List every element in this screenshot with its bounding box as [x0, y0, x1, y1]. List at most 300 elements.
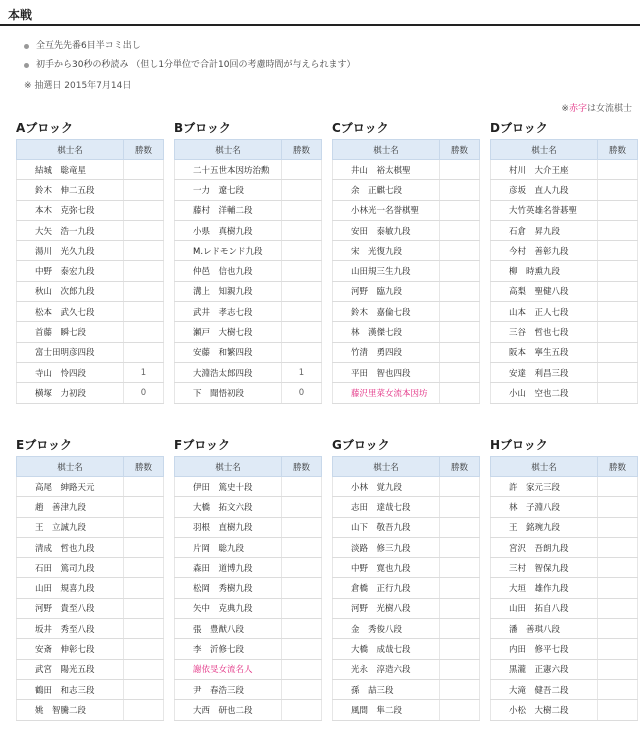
table-row — [491, 598, 638, 618]
block-a — [16, 119, 163, 404]
table-header-row — [175, 140, 322, 160]
table-row — [17, 477, 164, 497]
player-name: 溝上 知親九段 — [175, 281, 282, 301]
player-name: 大竹英雄名誉碁聖 — [491, 200, 598, 220]
player-wins — [124, 200, 164, 220]
table-row — [333, 322, 480, 342]
player-name: 小松 大樹二段 — [491, 700, 598, 720]
player-name: 謝依旻女流名人 — [175, 659, 282, 679]
player-wins — [440, 537, 480, 557]
player-name: 鈴木 嘉倫七段 — [333, 302, 440, 322]
table-row — [17, 639, 164, 659]
player-name: 横塚 力初段 — [17, 383, 124, 403]
player-name: 王 銘琬九段 — [491, 517, 598, 537]
table-row — [175, 241, 322, 261]
player-wins — [282, 700, 322, 720]
rule-text: 全互先先番6目半コミ出し — [36, 41, 141, 51]
table-row — [333, 598, 480, 618]
table-row — [17, 281, 164, 301]
player-wins — [598, 200, 638, 220]
player-name: 中野 寛也九段 — [333, 558, 440, 578]
header-wins: 勝数 — [440, 457, 480, 477]
table-row — [17, 322, 164, 342]
player-name: 下 聞悟初段 — [175, 383, 282, 403]
table-row — [491, 497, 638, 517]
header-wins: 勝数 — [598, 140, 638, 160]
player-name: 藤村 洋輔二段 — [175, 200, 282, 220]
legend-red-text: 赤字 — [568, 104, 587, 114]
player-wins — [440, 302, 480, 322]
player-name: 矢中 克典九段 — [175, 598, 282, 618]
player-wins — [124, 160, 164, 180]
player-wins — [598, 639, 638, 659]
table-row — [333, 241, 480, 261]
player-name: 許 家元三段 — [491, 477, 598, 497]
player-name: 高尾 紳路天元 — [17, 477, 124, 497]
player-wins — [440, 679, 480, 699]
player-name: 安達 利昌三段 — [491, 362, 598, 382]
table-row — [175, 558, 322, 578]
player-wins: 1 — [124, 362, 164, 382]
player-wins — [282, 302, 322, 322]
table-header-row — [333, 140, 480, 160]
player-wins — [124, 700, 164, 720]
header-name: 棋士名 — [333, 457, 440, 477]
player-wins — [124, 220, 164, 240]
player-wins — [440, 558, 480, 578]
table-header-row — [491, 457, 638, 477]
table-row — [175, 261, 322, 281]
player-wins — [440, 659, 480, 679]
table-row — [17, 160, 164, 180]
player-wins — [440, 180, 480, 200]
table-row — [491, 679, 638, 699]
table-row — [491, 302, 638, 322]
player-wins — [598, 558, 638, 578]
player-wins — [124, 537, 164, 557]
player-wins — [440, 517, 480, 537]
player-name: 秋山 次郎九段 — [17, 281, 124, 301]
player-wins — [598, 180, 638, 200]
header-wins: 勝数 — [282, 140, 322, 160]
player-name: 河野 貴至八段 — [17, 598, 124, 618]
player-wins — [598, 160, 638, 180]
header-wins: 勝数 — [282, 457, 322, 477]
table-row — [333, 619, 480, 639]
table-row — [333, 160, 480, 180]
player-name: 宋 光復九段 — [333, 241, 440, 261]
player-name: 坂井 秀至八段 — [17, 619, 124, 639]
table-row — [17, 497, 164, 517]
table-row — [333, 477, 480, 497]
block-c — [332, 119, 479, 404]
player-name: 阪本 寧生五段 — [491, 342, 598, 362]
player-wins — [440, 578, 480, 598]
player-name: 林 子淵八段 — [491, 497, 598, 517]
player-name: 余 正麒七段 — [333, 180, 440, 200]
table-row — [333, 497, 480, 517]
table-row — [17, 679, 164, 699]
player-name: 趙 善津九段 — [17, 497, 124, 517]
block-table — [332, 456, 480, 721]
player-name: 小山 空也二段 — [491, 383, 598, 403]
player-name: 倉橋 正行九段 — [333, 578, 440, 598]
player-name: 竹清 勇四段 — [333, 342, 440, 362]
player-wins — [440, 220, 480, 240]
player-name: 彦坂 直人九段 — [491, 180, 598, 200]
block-d — [490, 119, 637, 404]
table-row — [17, 700, 164, 720]
table-header-row — [175, 457, 322, 477]
player-wins — [598, 598, 638, 618]
table-row — [491, 558, 638, 578]
player-wins — [440, 639, 480, 659]
player-wins — [282, 241, 322, 261]
player-wins — [282, 322, 322, 342]
header-wins: 勝数 — [440, 140, 480, 160]
player-wins — [124, 679, 164, 699]
table-row — [17, 180, 164, 200]
player-name: 結城 聡竜星 — [17, 160, 124, 180]
player-wins — [440, 383, 480, 403]
player-name: 藤沢里菜女流本因坊 — [333, 383, 440, 403]
player-name: 大滝 健吾二段 — [491, 679, 598, 699]
table-row — [175, 639, 322, 659]
player-name: 湯川 光久九段 — [17, 241, 124, 261]
table-row — [491, 639, 638, 659]
table-row — [491, 659, 638, 679]
table-row — [333, 639, 480, 659]
player-wins — [282, 200, 322, 220]
player-name: 武井 孝志七段 — [175, 302, 282, 322]
player-name: 安藤 和繁四段 — [175, 342, 282, 362]
player-name: 村川 大介王座 — [491, 160, 598, 180]
player-name: 王 立誠九段 — [17, 517, 124, 537]
block-g — [332, 436, 479, 721]
table-row — [175, 598, 322, 618]
player-name: 李 沂修七段 — [175, 639, 282, 659]
header-name: 棋士名 — [491, 457, 598, 477]
player-name: 宮沢 吾朗九段 — [491, 537, 598, 557]
player-wins — [598, 362, 638, 382]
table-row — [491, 517, 638, 537]
player-wins — [598, 342, 638, 362]
player-wins — [598, 517, 638, 537]
table-row — [491, 342, 638, 362]
header-name: 棋士名 — [175, 140, 282, 160]
table-row — [175, 497, 322, 517]
player-name: 二十五世本因坊治勲 — [175, 160, 282, 180]
player-name: 高梨 聖健八段 — [491, 281, 598, 301]
player-name: 松岡 秀樹九段 — [175, 578, 282, 598]
table-row — [175, 659, 322, 679]
player-name: 風間 隼二段 — [333, 700, 440, 720]
table-row — [17, 200, 164, 220]
player-name: 安斎 伸彰七段 — [17, 639, 124, 659]
table-row — [333, 200, 480, 220]
player-name: 鶴田 和志三段 — [17, 679, 124, 699]
player-wins — [282, 679, 322, 699]
player-name: 寺山 怜四段 — [17, 362, 124, 382]
table-row — [17, 383, 164, 403]
table-row — [333, 537, 480, 557]
player-name: 山本 正人七段 — [491, 302, 598, 322]
player-name: 河野 光樹八段 — [333, 598, 440, 618]
player-wins — [282, 537, 322, 557]
player-wins — [440, 477, 480, 497]
table-row — [175, 477, 322, 497]
table-row — [17, 302, 164, 322]
block-title: Aブロック — [16, 121, 74, 135]
player-wins — [282, 659, 322, 679]
table-row — [333, 517, 480, 537]
page-title: 本戦 — [8, 8, 33, 22]
table-row — [333, 281, 480, 301]
table-row — [333, 342, 480, 362]
table-row — [333, 383, 480, 403]
player-name: 山田 拓自八段 — [491, 598, 598, 618]
header-name: 棋士名 — [175, 457, 282, 477]
player-wins: 0 — [124, 383, 164, 403]
table-row — [175, 342, 322, 362]
player-name: 森田 道博九段 — [175, 558, 282, 578]
block-table — [16, 456, 164, 721]
player-name: 大淵浩太郎四段 — [175, 362, 282, 382]
header-name: 棋士名 — [17, 457, 124, 477]
table-row — [175, 700, 322, 720]
table-row — [491, 619, 638, 639]
player-name: 大橋 成哉七段 — [333, 639, 440, 659]
player-name: 三谷 哲也七段 — [491, 322, 598, 342]
player-wins — [440, 619, 480, 639]
player-wins — [598, 302, 638, 322]
player-wins — [598, 700, 638, 720]
player-wins — [598, 659, 638, 679]
block-table — [332, 139, 480, 404]
player-name: 黒瀧 正憲六段 — [491, 659, 598, 679]
player-wins — [124, 497, 164, 517]
player-wins: 0 — [282, 383, 322, 403]
table-row — [17, 578, 164, 598]
player-wins — [282, 497, 322, 517]
rule-item — [22, 40, 356, 59]
table-row — [175, 578, 322, 598]
player-wins — [282, 619, 322, 639]
player-wins — [440, 281, 480, 301]
table-row — [17, 342, 164, 362]
block-table — [174, 139, 322, 404]
bullet-icon — [24, 63, 29, 68]
player-wins — [124, 598, 164, 618]
table-row — [17, 241, 164, 261]
table-row — [17, 261, 164, 281]
table-row — [333, 659, 480, 679]
block-table — [490, 456, 638, 721]
table-row — [175, 200, 322, 220]
legend-prefix: ※ — [561, 104, 569, 114]
player-wins — [282, 558, 322, 578]
block-title: Gブロック — [332, 438, 390, 452]
table-row — [491, 322, 638, 342]
title-divider — [0, 24, 640, 26]
player-name: 林 漢傑七段 — [333, 322, 440, 342]
player-wins — [124, 261, 164, 281]
player-name: 羽根 直樹九段 — [175, 517, 282, 537]
table-row — [333, 578, 480, 598]
player-wins: 1 — [282, 362, 322, 382]
table-row — [17, 598, 164, 618]
player-wins — [440, 497, 480, 517]
player-name: 鈴木 伸二五段 — [17, 180, 124, 200]
player-name: 淡路 修三九段 — [333, 537, 440, 557]
legend-note — [561, 101, 632, 114]
player-name: 金 秀俊八段 — [333, 619, 440, 639]
table-row — [491, 383, 638, 403]
player-wins — [598, 281, 638, 301]
block-table — [16, 139, 164, 404]
table-row — [17, 517, 164, 537]
table-row — [333, 220, 480, 240]
player-wins — [440, 241, 480, 261]
player-wins — [124, 241, 164, 261]
player-name: 平田 智也四段 — [333, 362, 440, 382]
table-header-row — [17, 140, 164, 160]
player-wins — [282, 160, 322, 180]
table-row — [17, 558, 164, 578]
table-row — [491, 200, 638, 220]
table-row — [491, 537, 638, 557]
table-row — [17, 362, 164, 382]
player-name: 志田 達哉七段 — [333, 497, 440, 517]
player-name: 今村 善彰九段 — [491, 241, 598, 261]
table-row — [491, 241, 638, 261]
player-wins — [440, 362, 480, 382]
player-wins — [282, 342, 322, 362]
player-wins — [124, 342, 164, 362]
table-row — [491, 261, 638, 281]
player-wins — [598, 477, 638, 497]
player-name: 一力 遼七段 — [175, 180, 282, 200]
table-row — [333, 180, 480, 200]
block-b — [174, 119, 321, 404]
rule-item — [22, 59, 356, 78]
table-row — [491, 180, 638, 200]
player-wins — [282, 220, 322, 240]
player-name: 山田 規喜九段 — [17, 578, 124, 598]
table-row — [17, 619, 164, 639]
table-row — [17, 659, 164, 679]
player-name: 仲邑 信也九段 — [175, 261, 282, 281]
block-table — [490, 139, 638, 404]
player-wins — [124, 639, 164, 659]
block-h — [490, 436, 637, 721]
player-name: 松本 武久七段 — [17, 302, 124, 322]
header-wins: 勝数 — [598, 457, 638, 477]
player-name: 小林光一名誉棋聖 — [333, 200, 440, 220]
player-name: 山田規三生九段 — [333, 261, 440, 281]
table-row — [175, 302, 322, 322]
block-title: Fブロック — [174, 438, 230, 452]
player-wins — [124, 302, 164, 322]
table-row — [491, 220, 638, 240]
block-e — [16, 436, 163, 721]
player-wins — [282, 281, 322, 301]
player-name: 大橋 拓文六段 — [175, 497, 282, 517]
legend-suffix: は女流棋士 — [586, 104, 632, 114]
player-wins — [282, 639, 322, 659]
header-name: 棋士名 — [17, 140, 124, 160]
player-name: 清成 哲也九段 — [17, 537, 124, 557]
block-title: Bブロック — [174, 121, 231, 135]
table-row — [491, 160, 638, 180]
table-row — [491, 700, 638, 720]
player-wins — [124, 517, 164, 537]
header-name: 棋士名 — [333, 140, 440, 160]
player-wins — [124, 619, 164, 639]
table-header-row — [17, 457, 164, 477]
player-wins — [124, 578, 164, 598]
player-name: 首藤 瞬七段 — [17, 322, 124, 342]
player-wins — [124, 180, 164, 200]
player-name: 瀬戸 大樹七段 — [175, 322, 282, 342]
table-row — [333, 700, 480, 720]
draw-date: ※ 抽選日 2015年7月14日 — [24, 81, 132, 91]
player-name: 河野 臨九段 — [333, 281, 440, 301]
player-wins — [598, 679, 638, 699]
player-wins — [598, 619, 638, 639]
block-f — [174, 436, 321, 721]
player-name: 尹 春浩三段 — [175, 679, 282, 699]
rules-list — [22, 40, 356, 78]
player-wins — [282, 477, 322, 497]
table-row — [175, 517, 322, 537]
header-wins: 勝数 — [124, 140, 164, 160]
player-wins — [440, 598, 480, 618]
table-row — [175, 322, 322, 342]
player-wins — [598, 220, 638, 240]
player-name: 大矢 浩一九段 — [17, 220, 124, 240]
player-wins — [282, 517, 322, 537]
table-row — [491, 281, 638, 301]
rule-text: 初手から30秒の秒読み （但し1分単位で合計10回の考慮時間が与えられます） — [36, 60, 356, 70]
player-wins — [598, 241, 638, 261]
player-name: 伊田 篤史十段 — [175, 477, 282, 497]
player-wins — [124, 477, 164, 497]
header-wins: 勝数 — [124, 457, 164, 477]
player-name: 本木 克弥七段 — [17, 200, 124, 220]
player-name: 片岡 聡九段 — [175, 537, 282, 557]
table-row — [491, 477, 638, 497]
player-name: M.レドモンド九段 — [175, 241, 282, 261]
bullet-icon — [24, 44, 29, 49]
table-row — [333, 302, 480, 322]
player-wins — [440, 160, 480, 180]
player-name: 大垣 雄作九段 — [491, 578, 598, 598]
table-row — [17, 220, 164, 240]
table-row — [175, 160, 322, 180]
player-name: 小県 真樹九段 — [175, 220, 282, 240]
table-row — [175, 220, 322, 240]
player-name: 姚 智騰二段 — [17, 700, 124, 720]
player-wins — [282, 261, 322, 281]
player-wins — [598, 383, 638, 403]
table-row — [333, 362, 480, 382]
player-name: 石倉 昇九段 — [491, 220, 598, 240]
player-wins — [124, 558, 164, 578]
player-name: 中野 泰宏九段 — [17, 261, 124, 281]
player-name: 大西 研也二段 — [175, 700, 282, 720]
block-title: Cブロック — [332, 121, 389, 135]
